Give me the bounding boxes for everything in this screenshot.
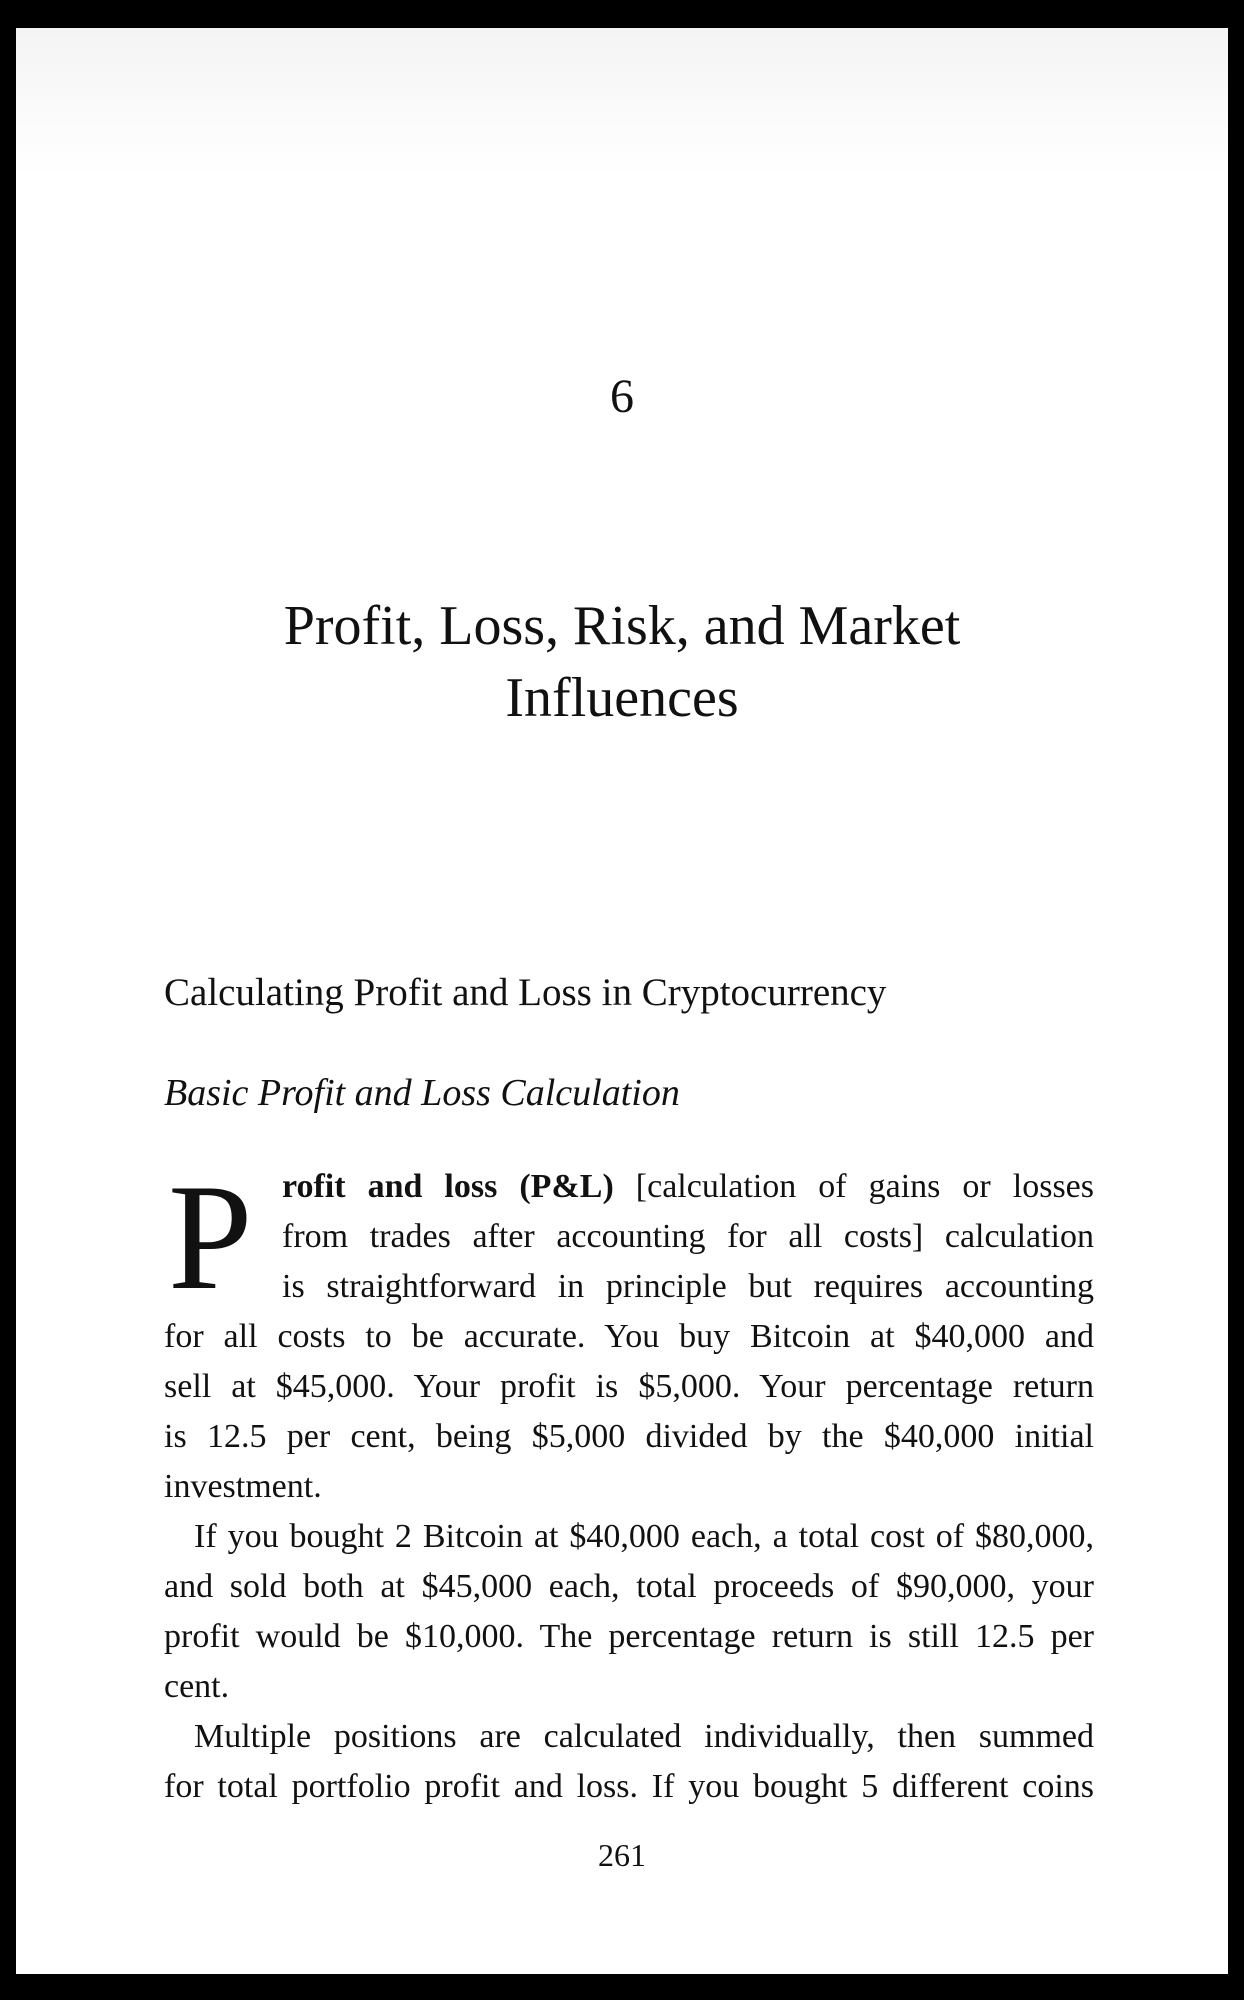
- paragraph-3: [164, 1712, 1094, 1812]
- chapter-title-line-1: Profit, Loss, Risk, and Market: [283, 595, 961, 657]
- drop-cap: P: [168, 1153, 253, 1321]
- paragraph-2: [164, 1512, 1094, 1712]
- body-text: [164, 1153, 1094, 1812]
- chapter-title-line-2: Influences: [505, 667, 739, 729]
- chapter-number: 6: [610, 370, 634, 423]
- paragraph-1: [164, 1153, 1094, 1512]
- line-text: [calculation of gains or losses: [613, 1168, 1094, 1205]
- paragraph-line: for total portfolio profit and loss. If you bought 5 different coins: [164, 1768, 1094, 1805]
- paragraph-line: cent.: [164, 1668, 230, 1705]
- bold-term: rofit and loss (P&L): [282, 1168, 614, 1205]
- paragraph-line: for all costs to be accurate. You buy Bitcoin at $40,000 and: [164, 1318, 1094, 1355]
- paragraph-line: and sold both at $45,000 each, total proceeds of $90,000, your: [164, 1568, 1094, 1605]
- paragraph-line: investment.: [164, 1468, 322, 1505]
- subsection-heading: Basic Profit and Loss Calculation: [164, 1072, 680, 1114]
- paragraph-line: is 12.5 per cent, being $5,000 divided by the $40,000 initial: [164, 1418, 1094, 1455]
- chapter-title: [236, 590, 1008, 734]
- book-page: [16, 28, 1228, 1974]
- paragraph-line: from trades after accounting for all costs] calculation: [282, 1218, 1094, 1255]
- paragraph-line: sell at $45,000. Your profit is $5,000. Your percentage return: [164, 1368, 1094, 1405]
- section-heading: Calculating Profit and Loss in Cryptocurrency: [164, 971, 887, 1014]
- paragraph-line: [164, 1162, 1094, 1212]
- paragraph-line: Multiple positions are calculated individually, then summed: [194, 1718, 1094, 1755]
- paragraph-line: profit would be $10,000. The percentage return is still 12.5 per: [164, 1618, 1094, 1655]
- page-number: 261: [598, 1837, 646, 1873]
- paragraph-line: If you bought 2 Bitcoin at $40,000 each, a total cost of $80,000,: [194, 1518, 1094, 1555]
- paragraph-line: is straightforward in principle but requires accounting: [282, 1268, 1094, 1305]
